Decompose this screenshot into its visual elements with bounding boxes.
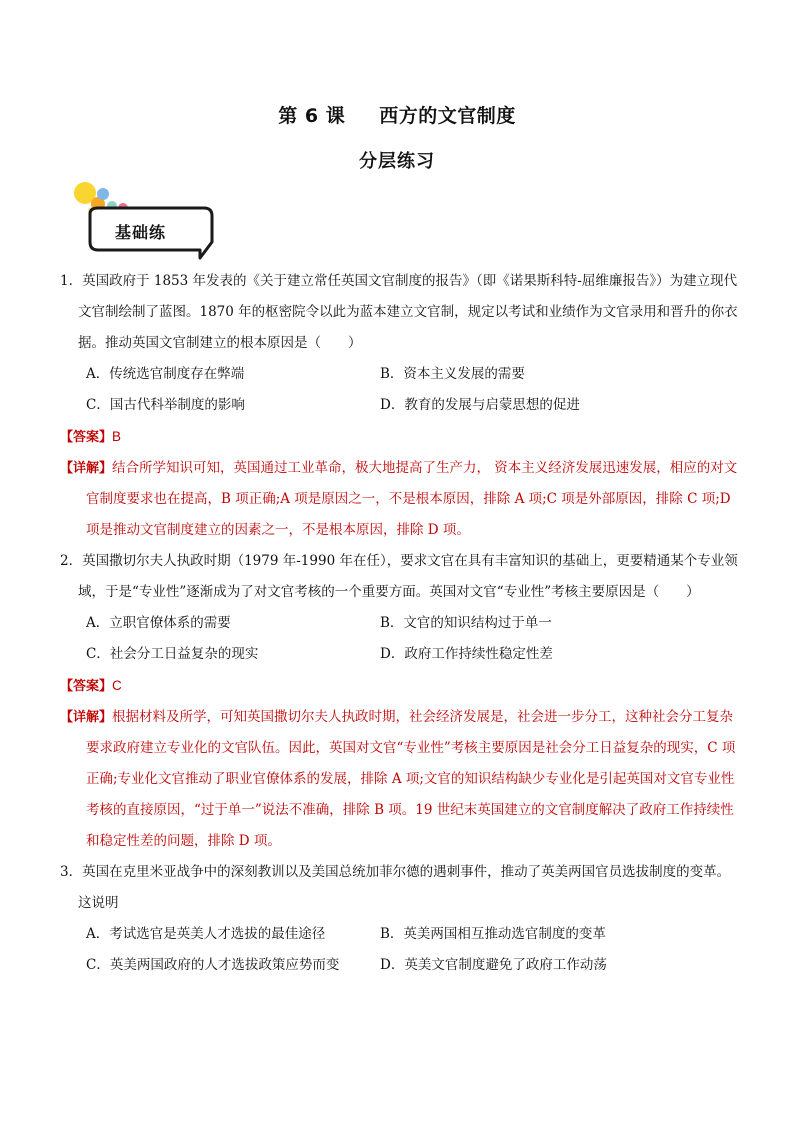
answer-value: C	[112, 678, 122, 693]
answer-value: B	[112, 429, 122, 444]
answer-line	[60, 670, 740, 702]
answer-tag: 【答案】	[60, 679, 113, 694]
question-list	[60, 266, 740, 981]
answer-tag: 【答案】	[60, 430, 113, 445]
lesson-number: 第 6 课	[278, 105, 346, 127]
option-b: B．英美两国相互推动选官制度的变革	[380, 926, 606, 942]
option-c: C．国古代科举制度的影响	[86, 397, 245, 413]
explanation-text: 结合所学知识可知，英国通过工业革命，极大地提高了生产力， 资本主义经济发展迅速发展，相应的对文官制度要求也在提高，B 项正确;A 项是原因之一，不是根本原因，排除 A 项;C 项是外部原因，排除 C 项;D 项是推动文官制度建立的因素之一，不是根本原因，排除 D 项。	[86, 460, 738, 538]
option-b: B．文官的知识结构过于单一	[380, 615, 552, 631]
page-subtitle: 分层练习	[359, 151, 435, 172]
section-label: 基础练	[115, 223, 167, 242]
explanation-tag: 【详解】	[60, 710, 113, 725]
question-3	[60, 857, 740, 981]
option-c: C．英美两国政府的人才选拔政策应势而变	[86, 957, 340, 973]
option-a: A．立职官僚体系的需要	[86, 615, 231, 631]
badge-dot-blue	[97, 188, 109, 200]
option-grid	[60, 919, 740, 981]
option-d: D．教育的发展与启蒙思想的促进	[380, 397, 580, 413]
question-1	[60, 266, 740, 546]
explanation-text: 根据材料及所学，可知英国撒切尔夫人执政时期，社会经济发展是，社会进一步分工，这种社会分工复杂要求政府建立专业化的文官队伍。因此，英国对文官“专业性”考核主要原因是社会分工日益复杂的现实，C 项正确;专业化文官推动了职业官僚体系的发展，排除 A 项;文官的知识结构缺少专业化是引起英国对文官专业性考核的直接原因，“过于单一”说法不准确，排除 B 项。19 世纪末英国建立的文官制度解决了政府工作持续性和稳定性差的问题，排除 D 项。	[86, 709, 736, 849]
option-d: D．政府工作持续性稳定性差	[380, 646, 553, 662]
answer-line	[60, 421, 740, 453]
option-grid	[60, 359, 740, 421]
option-b: B．资本主义发展的需要	[380, 366, 525, 382]
page-title	[0, 101, 794, 128]
explanation	[60, 702, 740, 857]
question-stem: 3．英国在克里米亚战争中的深刻教训以及美国总统加菲尔德的遇刺事件，推动了英美两国官员选拔制度的变革。这说明	[60, 864, 731, 911]
option-a: A．传统选官制度存在弊端	[86, 366, 245, 382]
explanation-tag: 【详解】	[60, 461, 113, 476]
question-2	[60, 546, 740, 857]
lesson-title: 西方的文官制度	[379, 105, 516, 127]
option-grid	[60, 608, 740, 670]
option-d: D．英美文官制度避免了政府工作动荡	[380, 957, 607, 973]
question-stem: 2．英国撒切尔夫人执政时期（1979 年-1990 年在任），要求文官在具有丰富知识的基础上，更要精通某个专业领域，于是“专业性”逐渐成为了对文官考核的一个重要方面。英国对文官“专业性”考核主要原因是（ ）	[60, 553, 738, 600]
option-a: A．考试选官是英美人才选拔的最佳途径	[86, 926, 326, 942]
question-stem: 1．英国政府于 1853 年发表的《关于建立常任英国文官制度的报告》（即《诺果斯科特-屈维廉报告》）为建立现代文官制绘制了蓝图。1870 年的枢密院令以此为蓝本建立文官制，规定以考试和业绩作为文官录用和晋升的你衣据。推动英国文官制建立的根本原因是（ ）	[60, 273, 738, 351]
option-c: C．社会分工日益复杂的现实	[86, 646, 259, 662]
explanation	[60, 453, 740, 546]
